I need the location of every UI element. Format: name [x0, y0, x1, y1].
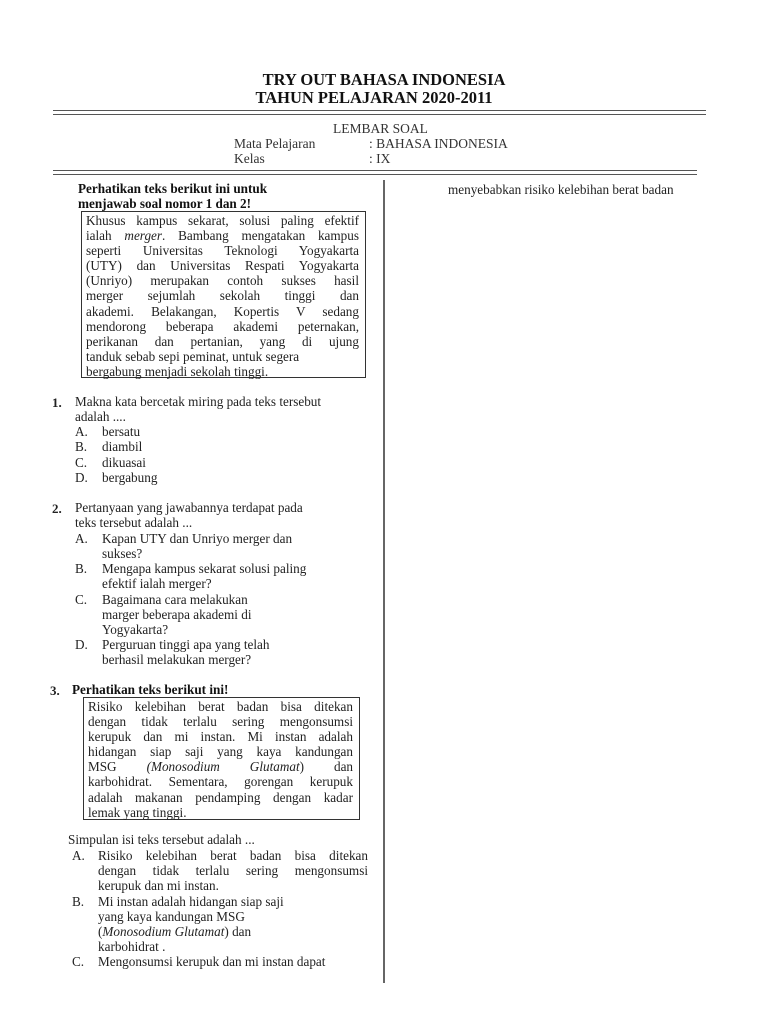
- passage2-line: dengan tidak terlalu sering mengonsumsi: [88, 714, 353, 730]
- option-a[interactable]: A. Risiko kelebihan berat badan bisa ditekan dengan tidak terlalu sering mengonsumsi kerupuk dan mi instan.: [72, 848, 368, 894]
- class-value: : IX: [369, 151, 391, 166]
- question-2-stem: Pertanyaan yang jawabannya terdapat pada teks tersebut adalah ...: [75, 500, 303, 531]
- passage1-line: seperti Universitas Teknologi Yogyakarta: [86, 243, 359, 259]
- passage1-line: akademi. Belakangan, Kopertis V sedang: [86, 303, 359, 319]
- option-a[interactable]: A. Kapan UTY dan Unriyo merger dan sukses?: [75, 531, 293, 562]
- passage1-line: bergabung menjadi sekolah tinggi.: [86, 363, 269, 379]
- subject-label: Mata Pelajaran: [234, 136, 316, 151]
- option-b[interactable]: B. diambil: [75, 439, 143, 455]
- passage2-line: lemak yang tinggi.: [88, 804, 187, 820]
- italic-phrase-monosodium: (Monosodium: [146, 759, 220, 775]
- option-b[interactable]: B. Mengapa kampus sekarat solusi paling efektif ialah merger?: [75, 561, 307, 592]
- option-b[interactable]: B. Mi instan adalah hidangan siap saji yang kaya kandungan MSG (Monosodium Glutamat) dan karbohidrat .: [72, 893, 284, 954]
- class-label: Kelas: [234, 151, 265, 166]
- option-a[interactable]: A. bersatu: [75, 424, 141, 439]
- passage1-line: (Unriyo) merupakan contoh sukses hasil: [86, 273, 359, 289]
- passage1-line: ialah merger. Bambang mengatakan kampus: [86, 228, 359, 244]
- passage-box-2: [83, 697, 360, 820]
- question-3-number: 3.: [50, 683, 60, 698]
- option-d[interactable]: D. Perguruan tinggi apa yang telah berhasil melakukan merger?: [75, 637, 270, 668]
- passage2-line: hidangan siap saji yang kaya kandungan: [88, 744, 353, 760]
- subject-value: : BAHASA INDONESIA: [369, 136, 508, 151]
- column-divider: [383, 180, 385, 983]
- question-2-number: 2.: [52, 501, 62, 516]
- question-3-options: [72, 848, 368, 970]
- document-subtitle: TAHUN PELAJARAN 2020-2011: [255, 88, 493, 107]
- option-d[interactable]: D. bergabung: [75, 469, 158, 485]
- right-column-continuation: menyebabkan risiko kelebihan berat badan: [448, 182, 674, 197]
- intro-instruction-line2: menjawab soal nomor 1 dan 2!: [78, 196, 252, 211]
- question-1-stem: Makna kata bercetak miring pada teks tersebut adalah ....: [75, 394, 322, 425]
- question-3-prompt: Simpulan isi teks tersebut adalah ...: [68, 832, 255, 847]
- document-title: TRY OUT BAHASA INDONESIA: [262, 70, 506, 89]
- separator-top: [53, 110, 706, 115]
- passage1-line: tanduk sebab sepi peminat, untuk segera: [86, 348, 300, 364]
- passage-box-1: [81, 211, 366, 378]
- passage1-line: perikanan dan pertanian, yang di ujung: [86, 333, 359, 349]
- question-3-instruction: Perhatikan teks berikut ini!: [72, 682, 229, 697]
- passage2-line: karbohidrat. Sementara, gorengan kerupuk: [88, 774, 353, 790]
- passage1-line: merger sejumlah sekolah tinggi dan: [86, 288, 359, 304]
- question-1-options: [75, 424, 355, 486]
- passage1-line: (UTY) dan Universitas Respati Yogyakarta: [86, 258, 359, 274]
- question-2-options: [75, 531, 365, 668]
- passage1-line: Khusus kampus sekarat, solusi paling efektif: [86, 213, 359, 228]
- passage2-line: adalah makanan pendamping dengan kadar: [88, 789, 353, 805]
- passage2-line: MSG (Monosodium Glutamat) dan: [88, 759, 354, 775]
- passage2-line: kerupuk dan mi instan. Mi instan adalah: [88, 729, 353, 745]
- option-c[interactable]: C. dikuasai: [75, 454, 146, 470]
- option-c[interactable]: C. Bagaimana cara melakukan marger beberapa akademi di Yogyakarta?: [75, 591, 252, 637]
- option-c[interactable]: C. Mengonsumsi kerupuk dan mi instan dapat: [72, 954, 326, 970]
- separator-bottom: [53, 170, 697, 175]
- italic-phrase-msg: Monosodium Glutamat: [102, 923, 225, 939]
- italic-phrase-glutamat: Glutamat: [249, 759, 300, 775]
- intro-instruction-line1: Perhatikan teks berikut ini untuk: [78, 181, 268, 196]
- question-1-number: 1.: [52, 395, 62, 410]
- passage2-line: Risiko kelebihan berat badan bisa ditekan: [88, 699, 353, 714]
- sheet-label: LEMBAR SOAL: [333, 121, 428, 136]
- passage1-line: mendorong beberapa akademi peternakan,: [86, 318, 359, 334]
- italic-word-merger: merger: [124, 228, 163, 244]
